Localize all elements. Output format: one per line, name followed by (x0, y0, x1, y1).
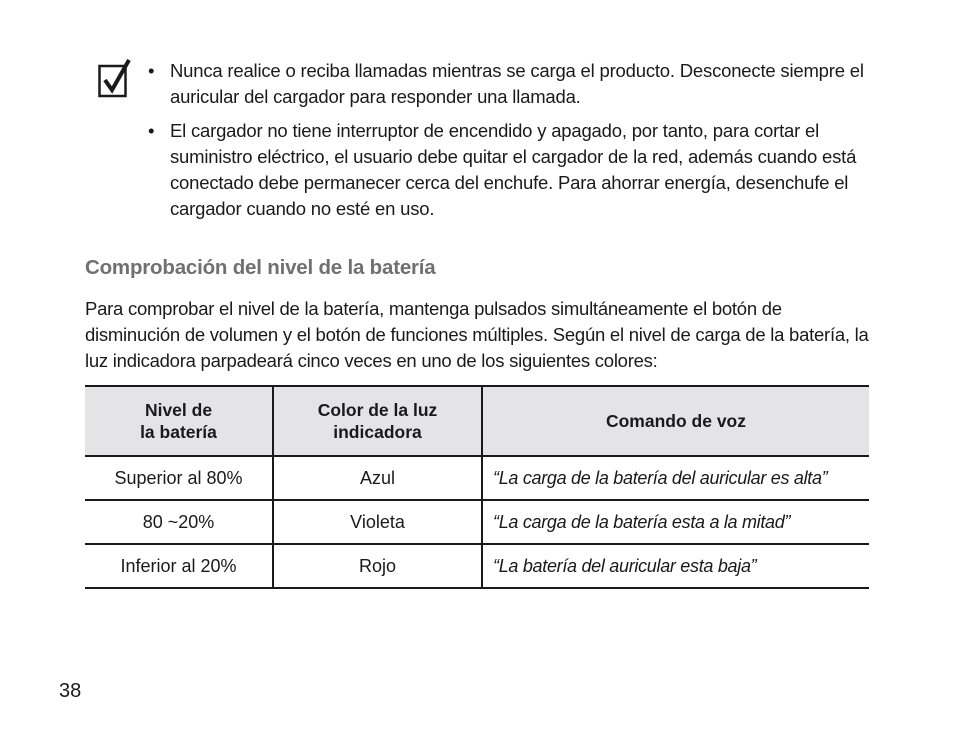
header-voice-command: Comando de voz (482, 386, 869, 456)
voice-command-cell: “La batería del auricular esta baja” (482, 544, 869, 588)
battery-level-cell: 80 ~20% (85, 500, 273, 544)
intro-paragraph: Para comprobar el nivel de la batería, mantenga pulsados simultáneamente el botón de disminución de volumen y el botón de funciones múltiples. Según el nivel de carga de la batería, la luz indicadora parpadeará cinco veces en uno de los siguientes colores: (85, 298, 869, 371)
note-list (146, 58, 866, 230)
header-text: Color de la luz (317, 400, 438, 420)
header-text: indicadora (333, 422, 422, 442)
note-item (146, 58, 866, 110)
note-text: El cargador no tiene interruptor de encendido y apagado, por tanto, para cortar el suministro eléctrico, el usuario debe quitar el cargador de la red, además cuando está conectado debe permanecer cerca del enchufe. Para ahorrar energía, desenchufe el cargador cuando no esté en uso. (170, 120, 857, 219)
section-heading: Comprobación del nivel de la batería (85, 256, 436, 279)
table-header-row (85, 386, 869, 456)
bullet-marker: • (148, 120, 155, 141)
voice-command-cell: “La carga de la batería del auricular es alta” (482, 456, 869, 500)
indicator-color-cell: Rojo (273, 544, 482, 588)
header-text: la batería (140, 422, 217, 442)
battery-level-table (85, 385, 869, 589)
page-number: 38 (59, 680, 82, 702)
header-text: Nivel de (144, 400, 213, 420)
battery-level-cell: Superior al 80% (85, 456, 273, 500)
checkbox-note-icon (98, 58, 132, 98)
note-text: Nunca realice o reciba llamadas mientras se carga el producto. Desconecte siempre el auricular del cargador para responder una llamada. (170, 60, 864, 107)
header-indicator-color (273, 386, 482, 456)
table-row (85, 544, 869, 588)
header-battery-level (85, 386, 273, 456)
battery-level-cell: Inferior al 20% (85, 544, 273, 588)
indicator-color-cell: Azul (273, 456, 482, 500)
bullet-marker: • (148, 60, 155, 81)
note-item (146, 118, 866, 222)
table-row (85, 456, 869, 500)
voice-command-cell: “La carga de la batería esta a la mitad” (482, 500, 869, 544)
indicator-color-cell: Violeta (273, 500, 482, 544)
table-row (85, 500, 869, 544)
